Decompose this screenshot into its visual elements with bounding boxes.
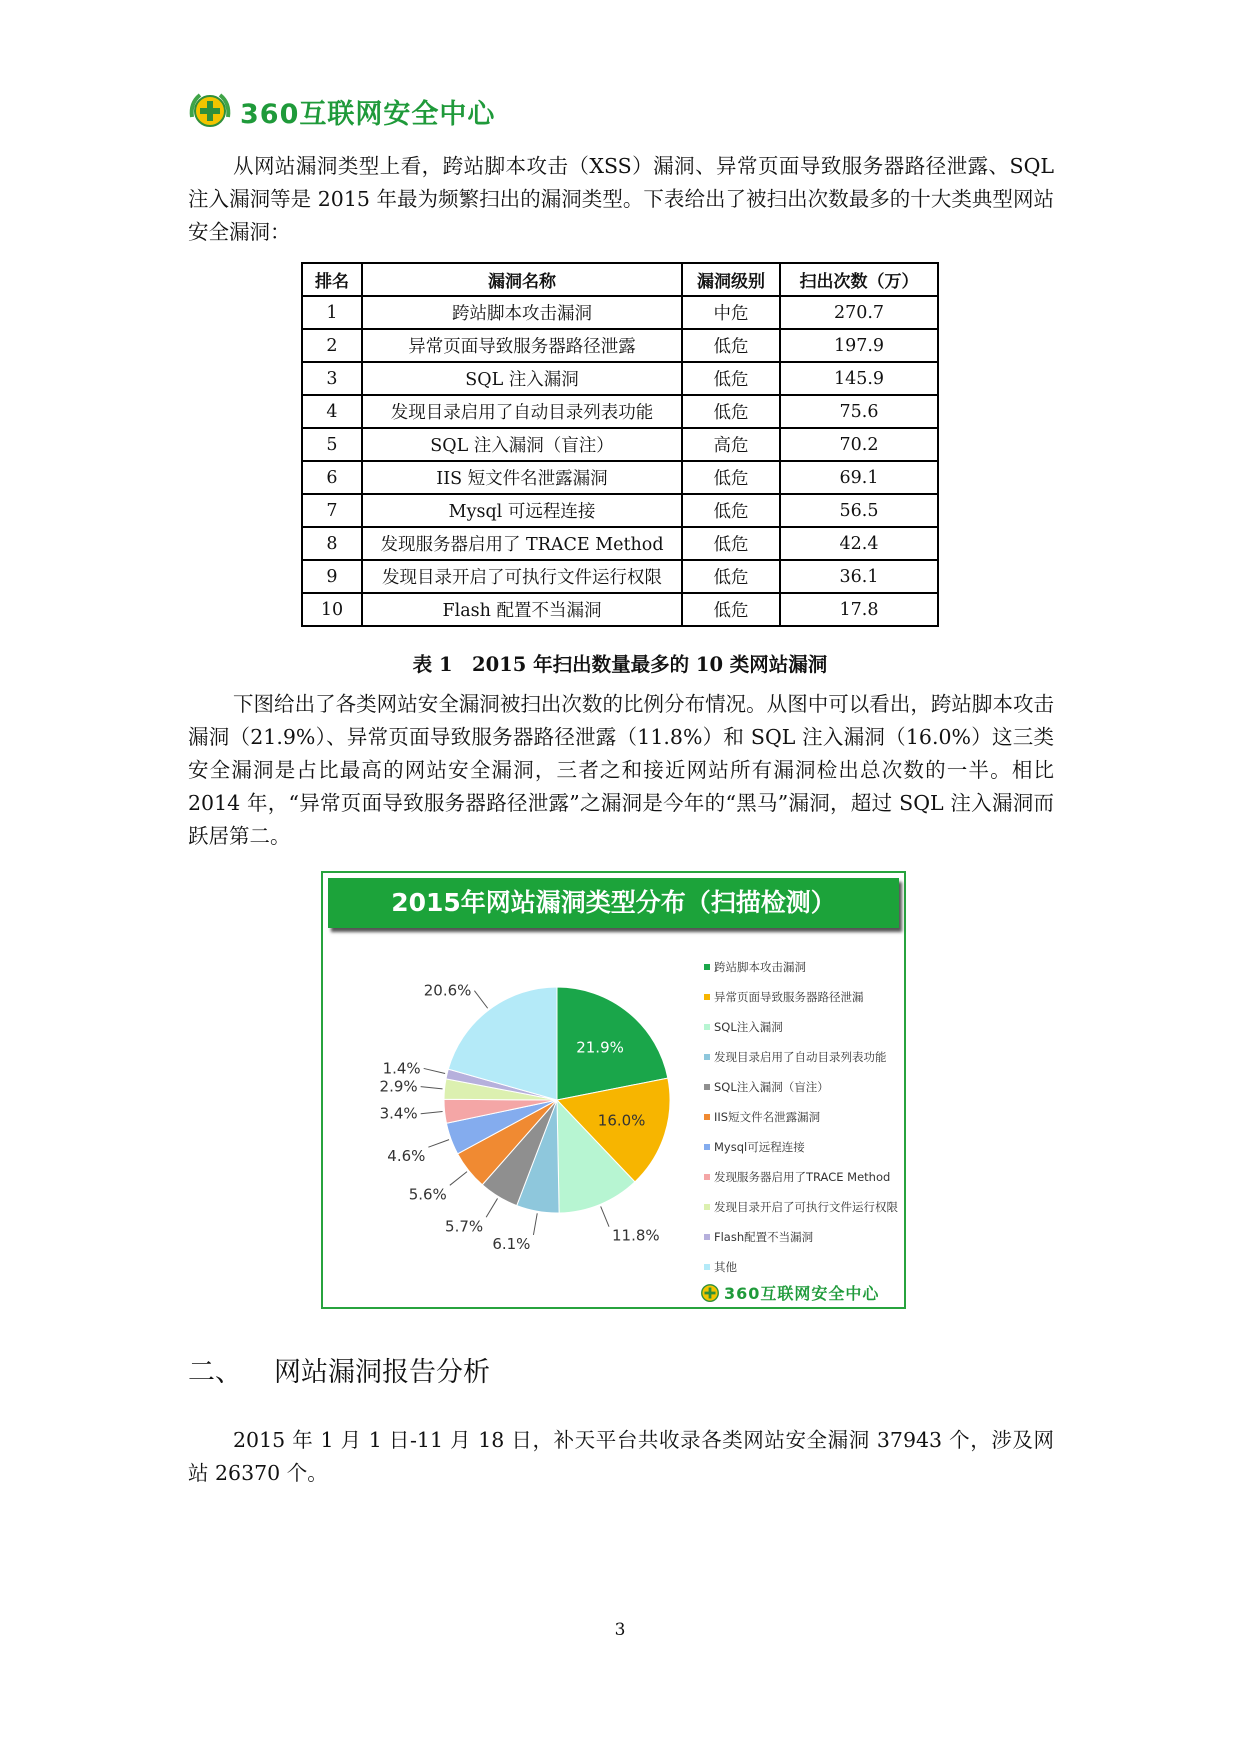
pie-slice-label: 20.6% <box>423 981 472 1000</box>
cell-name: Flash 配置不当漏洞 <box>362 593 682 626</box>
pie-slice-label: 3.4% <box>379 1104 418 1123</box>
cell-rank: 10 <box>302 593 362 626</box>
legend-swatch <box>704 1144 710 1150</box>
leader-line <box>421 1112 443 1114</box>
leader-line <box>601 1206 609 1226</box>
logo-text: 360互联网安全中心 <box>240 98 496 130</box>
header-logo <box>186 86 495 136</box>
legend-item <box>704 1229 898 1259</box>
pie-slice-label: 16.0% <box>597 1111 646 1130</box>
section-title: 网站漏洞报告分析 <box>274 1357 490 1388</box>
chart-legend <box>704 959 898 1289</box>
legend-item <box>704 1169 898 1199</box>
cell-rank: 7 <box>302 494 362 527</box>
pie-slice-label: 21.9% <box>576 1038 624 1057</box>
legend-item <box>704 1199 898 1229</box>
table-row <box>302 461 938 494</box>
legend-label: 跨站脚本攻击漏洞 <box>714 960 806 974</box>
leader-line <box>450 1172 467 1186</box>
leader-line <box>421 1087 443 1089</box>
legend-swatch <box>704 1024 710 1030</box>
cell-level: 低危 <box>682 362 780 395</box>
legend-swatch <box>704 1114 710 1120</box>
cell-name: 发现目录开启了可执行文件运行权限 <box>362 560 682 593</box>
table-row <box>302 329 938 362</box>
logo-emblem-icon <box>186 87 234 135</box>
legend-label: Mysql可远程连接 <box>714 1140 805 1154</box>
analysis-paragraph: 下图给出了各类网站安全漏洞被扫出次数的比例分布情况。从图中可以看出，跨站脚本攻击漏洞（21.9%）、异常页面导致服务器路径泄露（11.8%）和 SQL 注入漏洞（16.0%）这三类安全漏洞是占比最高的网站安全漏洞，三者之和接近网站所有漏洞检出总次数的一半。相比 2014 年，“异常页面导致服务器路径泄露”之漏洞是今年的“黑马”漏洞，超过 SQL 注入漏洞而跃居第二。 <box>188 692 1054 848</box>
col-header-level: 漏洞级别 <box>682 263 780 296</box>
cell-level: 低危 <box>682 593 780 626</box>
cell-count: 70.2 <box>780 428 938 461</box>
cell-name: 异常页面导致服务器路径泄露 <box>362 329 682 362</box>
cell-count: 36.1 <box>780 560 938 593</box>
legend-label: SQL注入漏洞（盲注） <box>714 1080 829 1094</box>
legend-label: 发现目录启用了自动目录列表功能 <box>714 1050 887 1064</box>
legend-item <box>704 1109 898 1139</box>
cell-count: 145.9 <box>780 362 938 395</box>
table-row <box>302 527 938 560</box>
col-header-rank: 排名 <box>302 263 362 296</box>
table-row <box>302 494 938 527</box>
leader-line <box>428 1140 449 1148</box>
cell-count: 69.1 <box>780 461 938 494</box>
cell-rank: 8 <box>302 527 362 560</box>
cell-level: 低危 <box>682 395 780 428</box>
cell-rank: 6 <box>302 461 362 494</box>
cell-rank: 4 <box>302 395 362 428</box>
table-row <box>302 395 938 428</box>
table-header-row <box>302 263 938 296</box>
table-row <box>302 428 938 461</box>
legend-swatch <box>704 1264 710 1270</box>
cell-rank: 5 <box>302 428 362 461</box>
pie-slice-label: 2.9% <box>379 1077 418 1096</box>
pie-slice-label: 6.1% <box>492 1234 531 1253</box>
legend-swatch <box>704 1174 710 1180</box>
legend-item <box>704 1139 898 1169</box>
legend-label: Flash配置不当漏洞 <box>714 1230 814 1244</box>
cell-name: SQL 注入漏洞（盲注） <box>362 428 682 461</box>
cell-name: SQL 注入漏洞 <box>362 362 682 395</box>
page-number: 3 <box>614 1620 626 1640</box>
cell-rank: 9 <box>302 560 362 593</box>
legend-label: IIS短文件名泄露漏洞 <box>714 1110 821 1124</box>
chart-title: 2015年网站漏洞类型分布（扫描检测） <box>328 878 899 928</box>
cell-count: 197.9 <box>780 329 938 362</box>
cell-count: 56.5 <box>780 494 938 527</box>
table-row <box>302 593 938 626</box>
cell-name: Mysql 可远程连接 <box>362 494 682 527</box>
cell-level: 低危 <box>682 329 780 362</box>
cell-name: 跨站脚本攻击漏洞 <box>362 296 682 329</box>
leader-line <box>486 1198 497 1217</box>
cell-rank: 3 <box>302 362 362 395</box>
leader-line <box>424 1068 445 1073</box>
cell-level: 中危 <box>682 296 780 329</box>
cell-name: IIS 短文件名泄露漏洞 <box>362 461 682 494</box>
section-heading <box>188 1350 490 1389</box>
cell-level: 低危 <box>682 560 780 593</box>
table-caption: 表 1 2015 年扫出数量最多的 10 类网站漏洞 <box>412 653 828 676</box>
cell-level: 高危 <box>682 428 780 461</box>
cell-rank: 1 <box>302 296 362 329</box>
chart-logo-text: 360互联网安全中心 <box>724 1284 880 1303</box>
legend-swatch <box>704 964 710 970</box>
cell-count: 17.8 <box>780 593 938 626</box>
legend-swatch <box>704 1054 710 1060</box>
legend-label: 发现服务器启用了TRACE Method <box>714 1170 891 1184</box>
legend-label: 其他 <box>714 1260 737 1274</box>
chart-logo <box>699 1281 879 1304</box>
legend-item <box>704 1079 898 1109</box>
pie-slice-label: 5.6% <box>408 1185 447 1204</box>
legend-swatch <box>704 1204 710 1210</box>
cell-count: 42.4 <box>780 527 938 560</box>
legend-swatch <box>704 1234 710 1240</box>
pie-slice-label: 4.6% <box>387 1147 426 1166</box>
legend-label: 异常页面导致服务器路径泄漏 <box>714 990 864 1004</box>
cell-count: 75.6 <box>780 395 938 428</box>
legend-label: 发现目录开启了可执行文件运行权限 <box>714 1200 898 1214</box>
legend-item <box>704 959 898 989</box>
cell-level: 低危 <box>682 527 780 560</box>
cell-name: 发现目录启用了自动目录列表功能 <box>362 395 682 428</box>
cell-count: 270.7 <box>780 296 938 329</box>
legend-label: SQL注入漏洞 <box>714 1020 783 1034</box>
legend-swatch <box>704 1084 710 1090</box>
table-row <box>302 362 938 395</box>
logo-emblem-icon <box>699 1282 721 1304</box>
legend-swatch <box>704 994 710 1000</box>
vulnerability-table <box>301 262 939 627</box>
table-row <box>302 560 938 593</box>
legend-item <box>704 1049 898 1079</box>
cell-level: 低危 <box>682 461 780 494</box>
legend-item <box>704 1019 898 1049</box>
section-number: 二、 <box>188 1357 242 1388</box>
pie-chart-figure <box>321 871 906 1309</box>
cell-name: 发现服务器启用了 TRACE Method <box>362 527 682 560</box>
pie-slice-label: 11.8% <box>612 1226 660 1245</box>
legend-item <box>704 989 898 1019</box>
pie-slice-label: 1.4% <box>382 1059 421 1078</box>
leader-line <box>474 991 487 1009</box>
intro-paragraph: 从网站漏洞类型上看，跨站脚本攻击（XSS）漏洞、异常页面导致服务器路径泄露、SQL注入漏洞等是 2015 年最为频繁扫出的漏洞类型。下表给出了被扫出次数最多的十大类典型网站安全漏洞： <box>188 154 1054 244</box>
cell-level: 低危 <box>682 494 780 527</box>
closing-paragraph: 2015 年 1 月 1 日-11 月 18 日，补天平台共收录各类网站安全漏洞 37943 个，涉及网站 26370 个。 <box>188 1428 1054 1485</box>
cell-rank: 2 <box>302 329 362 362</box>
leader-line <box>533 1213 537 1235</box>
col-header-count: 扫出次数（万） <box>780 263 938 296</box>
pie-slice-label: 5.7% <box>445 1217 484 1236</box>
col-header-name: 漏洞名称 <box>362 263 682 296</box>
table-row <box>302 296 938 329</box>
